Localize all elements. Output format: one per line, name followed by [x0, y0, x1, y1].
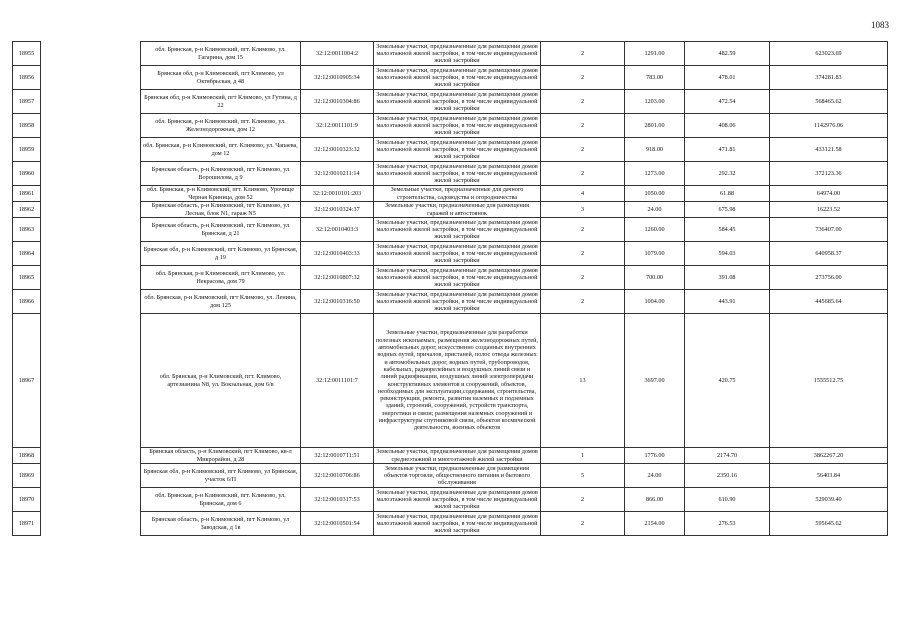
- cadastral-number-cell: 32:12:0010403:33: [301, 242, 374, 266]
- cadastral-value-cell: 1142976.06: [770, 114, 888, 138]
- row-id-cell: 18971: [13, 512, 41, 536]
- use-group-cell: 13: [541, 314, 625, 448]
- cadastral-value-cell: 623023.69: [770, 42, 888, 66]
- gap-cell: [41, 114, 141, 138]
- unit-price-cell: 584.45: [685, 218, 770, 242]
- unit-price-cell: 391.08: [685, 266, 770, 290]
- unit-price-cell: 675.98: [685, 202, 770, 218]
- land-use-cell: Земельные участки, предназначенные для размещения домов малоэтажной жилой застройки, в том числе индивидуальной жилой застройки: [374, 114, 541, 138]
- table-row: [13, 512, 888, 536]
- cadastral-number-cell: 32:12:0010501:54: [301, 512, 374, 536]
- area-cell: 1273.00: [625, 162, 685, 186]
- row-id-cell: 18961: [13, 186, 41, 202]
- table-row: [13, 448, 888, 464]
- area-cell: 700.00: [625, 266, 685, 290]
- area-cell: 2154.00: [625, 512, 685, 536]
- area-cell: 866.00: [625, 488, 685, 512]
- use-group-cell: 2: [541, 42, 625, 66]
- unit-price-cell: 292.32: [685, 162, 770, 186]
- area-cell: 1050.00: [625, 186, 685, 202]
- table-row: [13, 66, 888, 90]
- address-cell: Брянская область, р-н Климовский, пгт Климово, ул Лесная, блок N1, гараж N5: [141, 202, 301, 218]
- address-cell: обл. Брянская, р-н Климовский, пгт. Климово, ул. Гагарина, дом 15: [141, 42, 301, 66]
- gap-cell: [41, 186, 141, 202]
- address-cell: Брянская область, р-н Климовский, пгт Климово, кв-л Микрорайон, д 28: [141, 448, 301, 464]
- table-row: [13, 162, 888, 186]
- use-group-cell: 2: [541, 218, 625, 242]
- table-row: [13, 90, 888, 114]
- unit-price-cell: 478.01: [685, 66, 770, 90]
- area-cell: 1776.00: [625, 448, 685, 464]
- gap-cell: [41, 242, 141, 266]
- unit-price-cell: 610.90: [685, 488, 770, 512]
- cadastral-value-cell: 273756.00: [770, 266, 888, 290]
- unit-price-cell: 594.03: [685, 242, 770, 266]
- area-cell: 1260.00: [625, 218, 685, 242]
- cadastral-number-cell: 32:12:0010706:86: [301, 464, 374, 488]
- use-group-cell: 4: [541, 186, 625, 202]
- row-id-cell: 18969: [13, 464, 41, 488]
- area-cell: 1004.00: [625, 290, 685, 314]
- cadastral-value-cell: 529039.40: [770, 488, 888, 512]
- table-row: [13, 314, 888, 448]
- cadastral-number-cell: 32:12:0010211:14: [301, 162, 374, 186]
- address-cell: обл. Брянская, р-н Климовский, пгт. Климово, ул. Железнодорожная, дом 12: [141, 114, 301, 138]
- cadastral-value-cell: 736407.00: [770, 218, 888, 242]
- gap-cell: [41, 464, 141, 488]
- unit-price-cell: 443.91: [685, 290, 770, 314]
- cadastral-value-cell: 433121.58: [770, 138, 888, 162]
- address-cell: обл. Брянская, р-н Климовский, пгт Климово, ул. Некрасова, дом 79: [141, 266, 301, 290]
- unit-price-cell: 276.53: [685, 512, 770, 536]
- address-cell: Брянская обл, р-н Климовский, пгт Климово, ул Октябрьская, д 48: [141, 66, 301, 90]
- table-row: [13, 218, 888, 242]
- gap-cell: [41, 448, 141, 464]
- unit-price-cell: 471.81: [685, 138, 770, 162]
- land-use-cell: Земельные участки, предназначенные для размещения домов малоэтажной жилой застройки, в том числе индивидуальной жилой застройки: [374, 290, 541, 314]
- use-group-cell: 2: [541, 266, 625, 290]
- use-group-cell: 2: [541, 138, 625, 162]
- use-group-cell: 2: [541, 162, 625, 186]
- unit-price-cell: 61.88: [685, 186, 770, 202]
- area-cell: 3697.00: [625, 314, 685, 448]
- row-id-cell: 18958: [13, 114, 41, 138]
- use-group-cell: 3: [541, 202, 625, 218]
- row-id-cell: 18959: [13, 138, 41, 162]
- address-cell: Брянская обл, р-н Климовский, пгт Климово, ул Гутина, д 22: [141, 90, 301, 114]
- cadastral-number-cell: 32:12:0010316:50: [301, 290, 374, 314]
- land-use-cell: Земельные участки, предназначенные для размещения домов малоэтажной жилой застройки, в том числе индивидуальной жилой застройки: [374, 66, 541, 90]
- unit-price-cell: 2174.70: [685, 448, 770, 464]
- gap-cell: [41, 314, 141, 448]
- land-use-cell: Земельные участки, предназначенные для размещения домов малоэтажной жилой застройки, в том числе индивидуальной жилой застройки: [374, 218, 541, 242]
- gap-cell: [41, 138, 141, 162]
- gap-cell: [41, 66, 141, 90]
- land-use-cell: Земельные участки, предназначенные для дачного строительства, садоводства и огородничества: [374, 186, 541, 202]
- cadastral-number-cell: 32:12:0010304:86: [301, 90, 374, 114]
- area-cell: 783.00: [625, 66, 685, 90]
- row-id-cell: 18967: [13, 314, 41, 448]
- address-cell: Брянская область, р-н Климовский, пгт Климово, ул Брянская, д 21: [141, 218, 301, 242]
- unit-price-cell: 482.59: [685, 42, 770, 66]
- cadastral-number-cell: 32:12:0010711:51: [301, 448, 374, 464]
- gap-cell: [41, 202, 141, 218]
- row-id-cell: 18963: [13, 218, 41, 242]
- address-cell: Брянская область, р-н Климовский, пгт Климово, ул Заводская, д 1в: [141, 512, 301, 536]
- area-cell: 1203.00: [625, 90, 685, 114]
- gap-cell: [41, 290, 141, 314]
- land-use-cell: Земельные участки, предназначенные для размещения домов малоэтажной жилой застройки, в том числе индивидуальной жилой застройки: [374, 162, 541, 186]
- table-row: [13, 202, 888, 218]
- cadastral-value-cell: 445685.64: [770, 290, 888, 314]
- cadastral-value-cell: 16223.52: [770, 202, 888, 218]
- cadastral-value-cell: 372123.36: [770, 162, 888, 186]
- land-use-cell: Земельные участки, предназначенные для размещения домов малоэтажной жилой застройки, в том числе индивидуальной жилой застройки: [374, 138, 541, 162]
- row-id-cell: 18962: [13, 202, 41, 218]
- cadastral-number-cell: 32:12:0011101:7: [301, 314, 374, 448]
- land-use-cell: Земельные участки, предназначенные для размещения гаражей и автостоянок: [374, 202, 541, 218]
- land-use-cell: Земельные участки, предназначенные для размещения домов малоэтажной жилой застройки, в том числе индивидуальной жилой застройки: [374, 512, 541, 536]
- address-cell: Брянская область, р-н Климовский, пгт Климово, ул Ворошилова, д 9: [141, 162, 301, 186]
- cadastral-number-cell: 32:12:0010317:53: [301, 488, 374, 512]
- address-cell: обл. Брянская, р-н Климовский, пгт. Климово, ул. Брянская, дом 6: [141, 488, 301, 512]
- unit-price-cell: 420.75: [685, 314, 770, 448]
- use-group-cell: 2: [541, 66, 625, 90]
- gap-cell: [41, 266, 141, 290]
- row-id-cell: 18966: [13, 290, 41, 314]
- address-cell: обл. Брянская, р-н Климовский, пгт Климово, ул. Ленина, дом 125: [141, 290, 301, 314]
- cadastral-number-cell: 32:12:0010403:3: [301, 218, 374, 242]
- area-cell: 24.00: [625, 464, 685, 488]
- gap-cell: [41, 90, 141, 114]
- address-cell: обл. Брянская, р-н Климовский, пгт. Климово, артезианина N8, ул. Вокзальная, дом 6/в: [141, 314, 301, 448]
- area-cell: 1291.00: [625, 42, 685, 66]
- row-id-cell: 18955: [13, 42, 41, 66]
- use-group-cell: 2: [541, 90, 625, 114]
- row-id-cell: 18957: [13, 90, 41, 114]
- area-cell: 24.00: [625, 202, 685, 218]
- table-row: [13, 114, 888, 138]
- address-cell: обл. Брянская, р-н Климовский, пгт. Климово, Урочище Черная Криница, дом 52: [141, 186, 301, 202]
- use-group-cell: 2: [541, 488, 625, 512]
- cadastral-number-cell: 32:12:0010323:32: [301, 138, 374, 162]
- cadastral-value-cell: 1555512.75: [770, 314, 888, 448]
- land-use-cell: Земельные участки, предназначенные для размещения домов малоэтажной жилой застройки, в том числе индивидуальной жилой застройки: [374, 266, 541, 290]
- land-use-cell: Земельные участки, предназначенные для размещения домов среднеэтажной и многоэтажной жилой застройки: [374, 448, 541, 464]
- land-registry-table: [12, 41, 888, 536]
- cadastral-value-cell: 568465.62: [770, 90, 888, 114]
- address-cell: Брянская обл, р-н Климовский, пгт Климово, ул Брянская, участок 6/П: [141, 464, 301, 488]
- use-group-cell: 2: [541, 242, 625, 266]
- gap-cell: [41, 488, 141, 512]
- table-row: [13, 464, 888, 488]
- gap-cell: [41, 42, 141, 66]
- cadastral-value-cell: 374281.83: [770, 66, 888, 90]
- land-use-cell: Земельные участки, предназначенные для размещения домов малоэтажной жилой застройки, в том числе индивидуальной жилой застройки: [374, 242, 541, 266]
- gap-cell: [41, 512, 141, 536]
- land-use-cell: Земельные участки, предназначенные для разработки полезных ископаемых, размещения железнодорожных путей, автомобильных дорог, искусственно созданных внутренних водных путей, причалов, пристаней, полос отвода железных и автомобильных дорог, водных путей, трубопроводов, кабельных, радиорелейных и воздушных линий связи и линий радиофикации, воздушных линий электропередачи конструктивных элементов и сооружений, объектов, необходимых для эксплуатации,содержания, строительства, реконструкции, ремонта, развития наземных и подземных зданий, строений, сооружений, устройств транспорта, энергетики и связи; размещения наземных сооружений и инфраструктуры спутниковой связи, объектов космической деятельности, военных объектов: [374, 314, 541, 448]
- table-row: [13, 266, 888, 290]
- use-group-cell: 2: [541, 290, 625, 314]
- area-cell: 1079.00: [625, 242, 685, 266]
- cadastral-number-cell: 32:12:0010807:32: [301, 266, 374, 290]
- land-use-cell: Земельные участки, предназначенные для размещения домов малоэтажной жилой застройки, в том числе индивидуальной жилой застройки: [374, 42, 541, 66]
- row-id-cell: 18968: [13, 448, 41, 464]
- cadastral-number-cell: 32:12:0010101:203: [301, 186, 374, 202]
- cadastral-number-cell: 32:12:0010324:37: [301, 202, 374, 218]
- table-row: [13, 488, 888, 512]
- cadastral-number-cell: 32:12:0011004:2: [301, 42, 374, 66]
- use-group-cell: 2: [541, 512, 625, 536]
- table-row: [13, 290, 888, 314]
- land-use-cell: Земельные участки, предназначенные для размещения объектов торговли, общественного питания и бытового обслуживания: [374, 464, 541, 488]
- area-cell: 2801.00: [625, 114, 685, 138]
- row-id-cell: 18964: [13, 242, 41, 266]
- cadastral-number-cell: 32:12:0011101:9: [301, 114, 374, 138]
- land-use-cell: Земельные участки, предназначенные для размещения домов малоэтажной жилой застройки, в том числе индивидуальной жилой застройки: [374, 90, 541, 114]
- page-number: 1083: [871, 20, 889, 30]
- gap-cell: [41, 218, 141, 242]
- row-id-cell: 18956: [13, 66, 41, 90]
- use-group-cell: 5: [541, 464, 625, 488]
- use-group-cell: 1: [541, 448, 625, 464]
- unit-price-cell: 408.06: [685, 114, 770, 138]
- row-id-cell: 18970: [13, 488, 41, 512]
- table-row: [13, 138, 888, 162]
- use-group-cell: 2: [541, 114, 625, 138]
- unit-price-cell: 2350.16: [685, 464, 770, 488]
- row-id-cell: 18965: [13, 266, 41, 290]
- area-cell: 918.00: [625, 138, 685, 162]
- cadastral-value-cell: 640958.37: [770, 242, 888, 266]
- cadastral-value-cell: 3862267.20: [770, 448, 888, 464]
- gap-cell: [41, 162, 141, 186]
- row-id-cell: 18960: [13, 162, 41, 186]
- cadastral-value-cell: 56403.84: [770, 464, 888, 488]
- cadastral-value-cell: 595645.62: [770, 512, 888, 536]
- unit-price-cell: 472.54: [685, 90, 770, 114]
- address-cell: обл. Брянская, р-н Климовский, пгт. Климово, ул. Чапаева, дом 12: [141, 138, 301, 162]
- table-body: [13, 42, 888, 536]
- table-row: [13, 42, 888, 66]
- cadastral-value-cell: 64974.00: [770, 186, 888, 202]
- table-row: [13, 242, 888, 266]
- table-row: [13, 186, 888, 202]
- land-use-cell: Земельные участки, предназначенные для размещения домов малоэтажной жилой застройки, в том числе индивидуальной жилой застройки: [374, 488, 541, 512]
- cadastral-number-cell: 32:12:0010905:34: [301, 66, 374, 90]
- address-cell: Брянская обл, р-н Климовский, пгт Климово, ул Брянская, д 19: [141, 242, 301, 266]
